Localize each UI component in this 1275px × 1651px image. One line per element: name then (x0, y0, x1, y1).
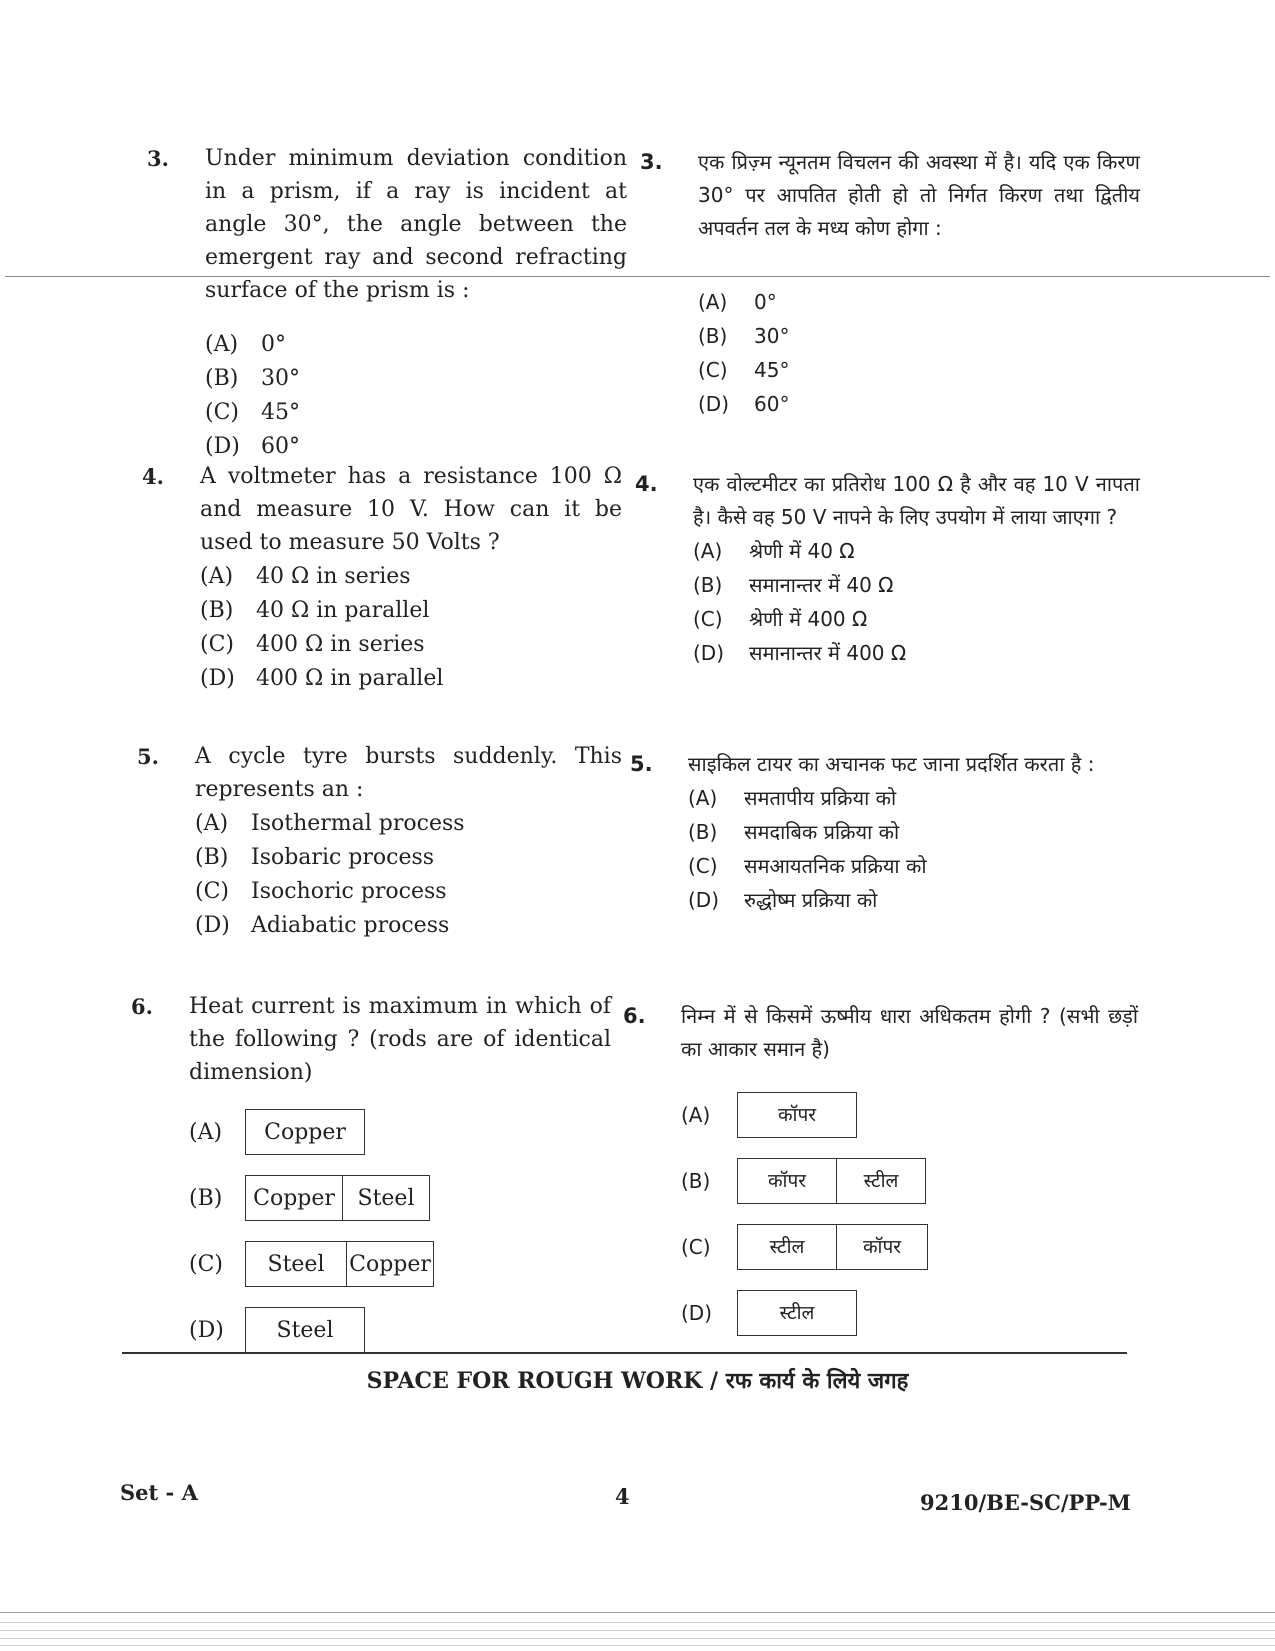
option-c: (C) Steel Copper (189, 1231, 611, 1297)
question-number: 6. (623, 1004, 646, 1028)
rod-segment: Copper (253, 1185, 335, 1211)
option-b: (B) Isobaric process (195, 844, 435, 870)
option-a: (A) कॉपर (681, 1082, 1138, 1148)
rod-assembly (245, 1175, 430, 1221)
rod-assembly (245, 1241, 434, 1287)
question-number: 6. (131, 994, 153, 1019)
option-d: (D) 60° (205, 433, 300, 459)
option-d: (D) Adiabatic process (195, 912, 450, 938)
rough-work-label: SPACE FOR ROUGH WORK / रफ कार्य के लिये जगह (366, 1368, 909, 1394)
question-text: A cycle tyre bursts suddenly. This represents an : (195, 744, 622, 802)
paper-code: 9210/BE-SC/PP-M (920, 1490, 1131, 1515)
question-en-3 (147, 142, 627, 463)
question-hi-5 (630, 748, 1140, 917)
rod-segment: स्टील (769, 1235, 805, 1258)
question-text: Under minimum deviation condition in a prism, if a ray is incident at angle 30°, the angle between the emergent ray and second refracting surface of the prism is : (205, 146, 627, 303)
option-b: (B) Copper Steel (189, 1165, 611, 1231)
rod-segment: कॉपर (777, 1103, 817, 1126)
rod-segment: स्टील (836, 1159, 925, 1203)
rod-segment: Steel (276, 1317, 334, 1343)
scan-band (0, 1638, 1275, 1639)
rod-assembly (737, 1158, 926, 1204)
option-c: (C) समआयतनिक प्रक्रिया को (688, 853, 927, 878)
rod-segment: स्टील (779, 1301, 815, 1324)
option-b: (B) समदाबिक प्रक्रिया को (688, 819, 900, 844)
rod-segment: Copper (346, 1242, 433, 1286)
question-hi-3 (640, 146, 1140, 421)
rod-segment: कॉपर (767, 1169, 807, 1192)
rod-assembly (737, 1290, 857, 1336)
option-d: (D) 400 Ω in parallel (200, 665, 444, 691)
option-c: (C) Isochoric process (195, 878, 447, 904)
option-a: (A) श्रेणी में 40 Ω (693, 538, 855, 563)
option-b: (B) कॉपर स्टील (681, 1148, 1138, 1214)
option-a: (A) Copper (189, 1099, 611, 1165)
question-number: 4. (142, 464, 164, 489)
question-en-4 (142, 460, 622, 695)
option-a: (A) समतापीय प्रक्रिया को (688, 785, 897, 810)
scan-band (0, 1645, 1275, 1646)
option-b: (B) 40 Ω in parallel (200, 597, 430, 623)
option-d: (D) समानान्तर में 400 Ω (693, 640, 907, 665)
option-d: (D) स्टील (681, 1280, 1138, 1346)
rod-assembly (737, 1092, 857, 1138)
rod-segment: Copper (264, 1119, 346, 1145)
page-number: 4 (615, 1484, 630, 1509)
question-number: 3. (640, 150, 663, 174)
scan-band (0, 1622, 1275, 1623)
question-text: एक वोल्टमीटर का प्रतिरोध 100 Ω है और वह 10 V नापता है। कैसे वह 50 V नापने के लिए उपयोग में लाया जाएगा ? (693, 472, 1140, 529)
option-d: (D) रुद्धोष्म प्रक्रिया को (688, 887, 878, 912)
rod-segment: Steel (267, 1251, 325, 1277)
scan-band (0, 1630, 1275, 1631)
option-c: (C) श्रेणी में 400 Ω (693, 606, 868, 631)
option-c: (C) 45° (698, 357, 790, 382)
set-label: Set - A (120, 1480, 198, 1505)
rod-assembly (245, 1307, 365, 1353)
option-c: (C) 400 Ω in series (200, 631, 425, 657)
question-en-6 (131, 990, 611, 1363)
question-en-5 (137, 740, 622, 942)
option-c: (C) 45° (205, 399, 300, 425)
question-hi-6 (623, 1000, 1138, 1346)
rod-segment: कॉपर (836, 1225, 927, 1269)
question-text: Heat current is maximum in which of the following ? (rods are of identical dimension) (189, 994, 611, 1085)
scan-band (0, 1612, 1275, 1613)
option-c: (C) स्टील कॉपर (681, 1214, 1138, 1280)
question-number: 5. (137, 744, 159, 769)
option-d: (D) 60° (698, 391, 790, 416)
option-a: (A) Isothermal process (195, 810, 465, 836)
rod-segment: Steel (342, 1176, 429, 1220)
option-a: (A) 0° (698, 289, 777, 314)
option-b: (B) 30° (698, 323, 790, 348)
question-text: A voltmeter has a resistance 100 Ω and measure 10 V. How can it be used to measure 50 Volts ? (200, 464, 622, 555)
option-b: (B) 30° (205, 365, 300, 391)
question-number: 5. (630, 752, 653, 776)
question-text: एक प्रिज़्म न्यूनतम विचलन की अवस्था में है। यदि एक किरण 30° पर आपतित होती हो तो निर्गत किरण तथा द्वितीय अपवर्तन तल के मध्य कोण होगा : (698, 150, 1140, 240)
option-a: (A) 40 Ω in series (200, 563, 411, 589)
question-text: निम्न में से किसमें ऊष्मीय धारा अधिकतम होगी ? (सभी छड़ों का आकार समान है) (681, 1004, 1138, 1061)
question-hi-4 (635, 468, 1140, 670)
rod-assembly (245, 1109, 365, 1155)
rod-assembly (737, 1224, 928, 1270)
option-d: (D) Steel (189, 1297, 611, 1363)
question-number: 4. (635, 472, 658, 496)
option-b: (B) समानान्तर में 40 Ω (693, 572, 894, 597)
question-number: 3. (147, 146, 169, 171)
rough-work-divider (122, 1352, 1127, 1354)
question-text: साइकिल टायर का अचानक फट जाना प्रदर्शित करता है : (688, 752, 1095, 776)
option-a: (A) 0° (205, 331, 286, 357)
